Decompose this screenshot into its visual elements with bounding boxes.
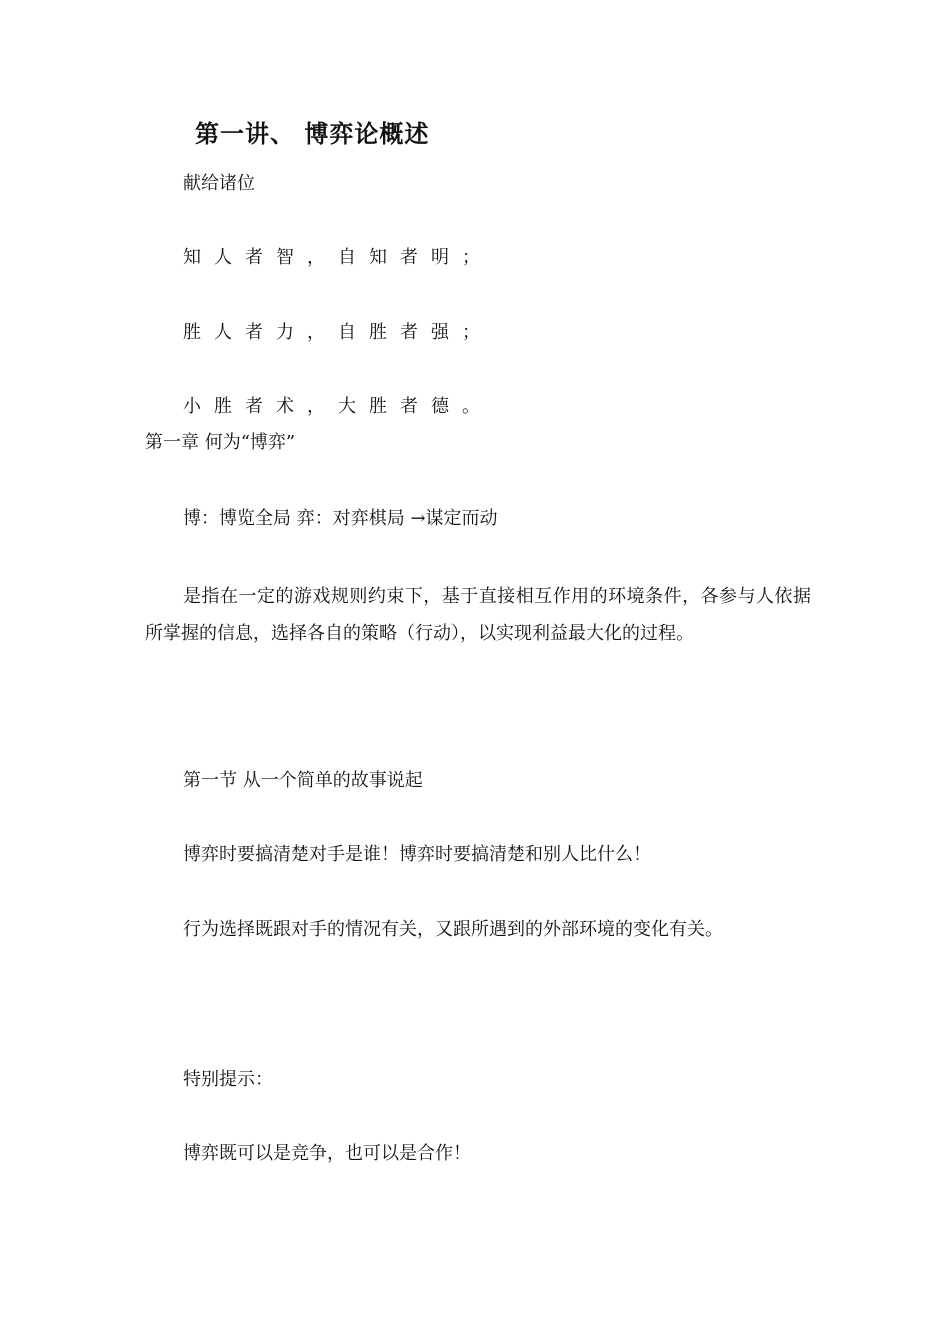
dedication-line: 献给诸位 (183, 173, 255, 194)
poem-line-1: 知人者智，自知者明； (183, 247, 493, 268)
tip-heading: 特别提示： (183, 1069, 273, 1090)
lecture-title: 第一讲、 博弈论概述 (195, 120, 430, 148)
section-line-1: 博弈时要搞清楚对手是谁！博弈时要搞清楚和别人比什么！ (183, 844, 651, 865)
definition-line: 博：博览全局 弈：对弈棋局 →谋定而动 (183, 508, 498, 529)
poem-line-2: 胜人者力，自胜者强； (183, 322, 493, 343)
definition-paragraph: 是指在一定的游戏规则约束下，基于直接相互作用的环境条件，各参与人依据所掌握的信息，选择各自的策略（行动），以实现利益最大化的过程。 (145, 586, 811, 644)
section-heading: 第一节 从一个简单的故事说起 (183, 770, 423, 791)
section-line-2: 行为选择既跟对手的情况有关，又跟所遇到的外部环境的变化有关。 (183, 919, 723, 940)
poem-line-3: 小胜者术，大胜者德。 (183, 396, 493, 417)
tip-text: 博弈既可以是竞争，也可以是合作！ (183, 1143, 471, 1164)
chapter-heading: 第一章 何为“博弈” (145, 432, 296, 453)
